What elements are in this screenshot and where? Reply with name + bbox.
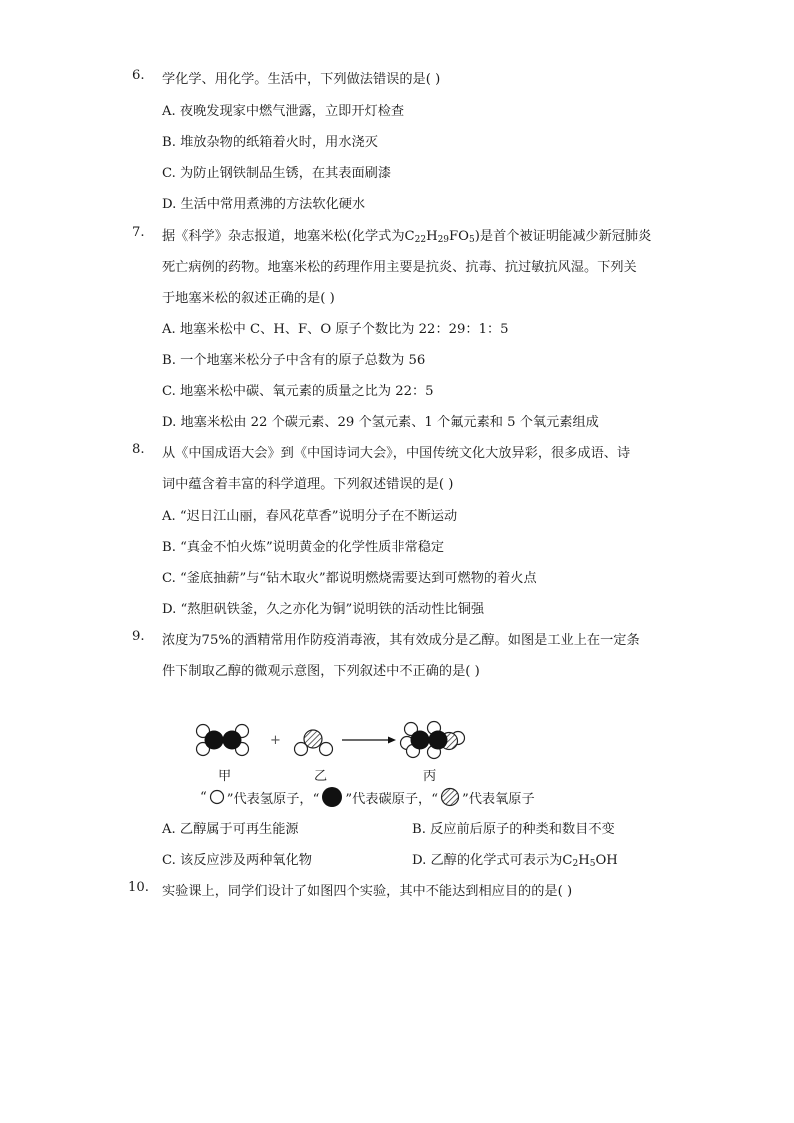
oxygen-atom — [304, 730, 322, 748]
molecule-b — [295, 730, 333, 756]
question-8-number: 8. — [132, 442, 145, 457]
question-6-option-a: A. 夜晚发现家中燃气泄露，立即开灯检查 — [162, 104, 405, 119]
question-7-stem-line-2: 死亡病例的药物。地塞米松的药理作用主要是抗炎、抗毒、抗过敏抗风湿。下列关 — [162, 260, 637, 275]
molecule-c — [401, 722, 465, 759]
molecule-a — [197, 725, 249, 756]
carbon-atom — [223, 731, 242, 750]
question-7-option-d: D. 地塞米松由 22 个碳元素、29 个氢元素、1 个氟元素和 5 个氧元素组成 — [162, 415, 599, 430]
carbon-legend-icon — [321, 786, 343, 808]
question-8-stem-line-2: 词中蕴含着丰富的科学道理。下列叙述错误的是( ) — [162, 477, 454, 492]
carbon-atom — [429, 731, 448, 750]
reaction-arrow — [342, 737, 396, 744]
question-8-option-a: A. “迟日江山丽，春风花草香”说明分子在不断运动 — [162, 509, 458, 524]
molecule-b-label: 乙 — [314, 769, 328, 784]
question-8-stem-line-1: 从《中国成语大会》到《中国诗词大会》，中国传统文化大放异彩，很多成语、诗 — [162, 446, 631, 461]
carbon-atom — [411, 731, 430, 750]
molecule-a-label: 甲 — [218, 769, 232, 784]
question-9-stem-line-2: 件下制取乙醇的微观示意图，下列叙述中不正确的是( ) — [162, 664, 480, 679]
question-8-option-c: C. “釜底抽薪”与“钻木取火”都说明燃烧需要达到可燃物的着火点 — [162, 571, 537, 586]
reaction-diagram-svg — [190, 716, 490, 770]
atom-legend: “ ”代表氢原子，“ ”代表碳原子，“ ”代表氧原子 — [200, 786, 535, 808]
hydrogen-atom — [320, 743, 333, 756]
oxygen-legend-icon — [440, 787, 460, 807]
plus-sign: + — [270, 733, 281, 748]
question-9-number: 9. — [132, 629, 145, 644]
question-6-option-c: C. 为防止钢铁制品生锈，在其表面刷漆 — [162, 166, 392, 181]
question-9-option-a: A. 乙醇属于可再生能源 — [162, 822, 299, 837]
hydrogen-legend-icon — [209, 789, 225, 805]
carbon-atom — [205, 731, 224, 750]
question-7-stem-line-1: 据《科学》杂志报道，地塞米松(化学式为$C_{22}H_{29}FO_5$)是首个被证明能减少新冠肺炎 — [162, 229, 652, 245]
question-10-stem: 实验课上，同学们设计了如图四个实验，其中不能达到相应目的的是( ) — [162, 884, 573, 899]
question-8-option-b: B. “真金不怕火炼”说明黄金的化学性质非常稳定 — [162, 540, 445, 555]
question-8-option-d: D. “熬胆矾铁釜，久之亦化为铜”说明铁的活动性比铜强 — [162, 602, 485, 617]
question-7-number: 7. — [132, 225, 145, 240]
question-6-option-b: B. 堆放杂物的纸箱着火时，用水浇灭 — [162, 135, 378, 150]
molecule-c-label: 丙 — [423, 769, 437, 784]
question-9-option-d: D. 乙醇的化学式可表示为$C_2H_5OH$ — [412, 853, 618, 869]
question-7-option-c: C. 地塞米松中碳、氧元素的质量之比为 22：5 — [162, 384, 434, 399]
question-9-option-b: B. 反应前后原子的种类和数目不变 — [412, 822, 615, 837]
question-10-number: 10. — [128, 880, 149, 895]
question-7-option-b: B. 一个地塞米松分子中含有的原子总数为 56 — [162, 353, 426, 368]
question-9-option-c: C. 该反应涉及两种氧化物 — [162, 853, 312, 868]
question-6-number: 6. — [132, 68, 145, 83]
reaction-diagram — [190, 716, 490, 786]
question-7-option-a: A. 地塞米松中 C、H、F、O 原子个数比为 22：29：1：5 — [162, 322, 509, 337]
question-6-option-d: D. 生活中常用煮沸的方法软化硬水 — [162, 197, 366, 212]
question-7-stem-line-3: 于地塞米松的叙述正确的是( ) — [162, 291, 335, 306]
question-6-stem: 学化学、用化学。生活中，下列做法错误的是( ) — [162, 72, 441, 87]
question-9-stem-line-1: 浓度为75%的酒精常用作防疫消毒液，其有效成分是乙醇。如图是工业上在一定条 — [162, 633, 640, 648]
